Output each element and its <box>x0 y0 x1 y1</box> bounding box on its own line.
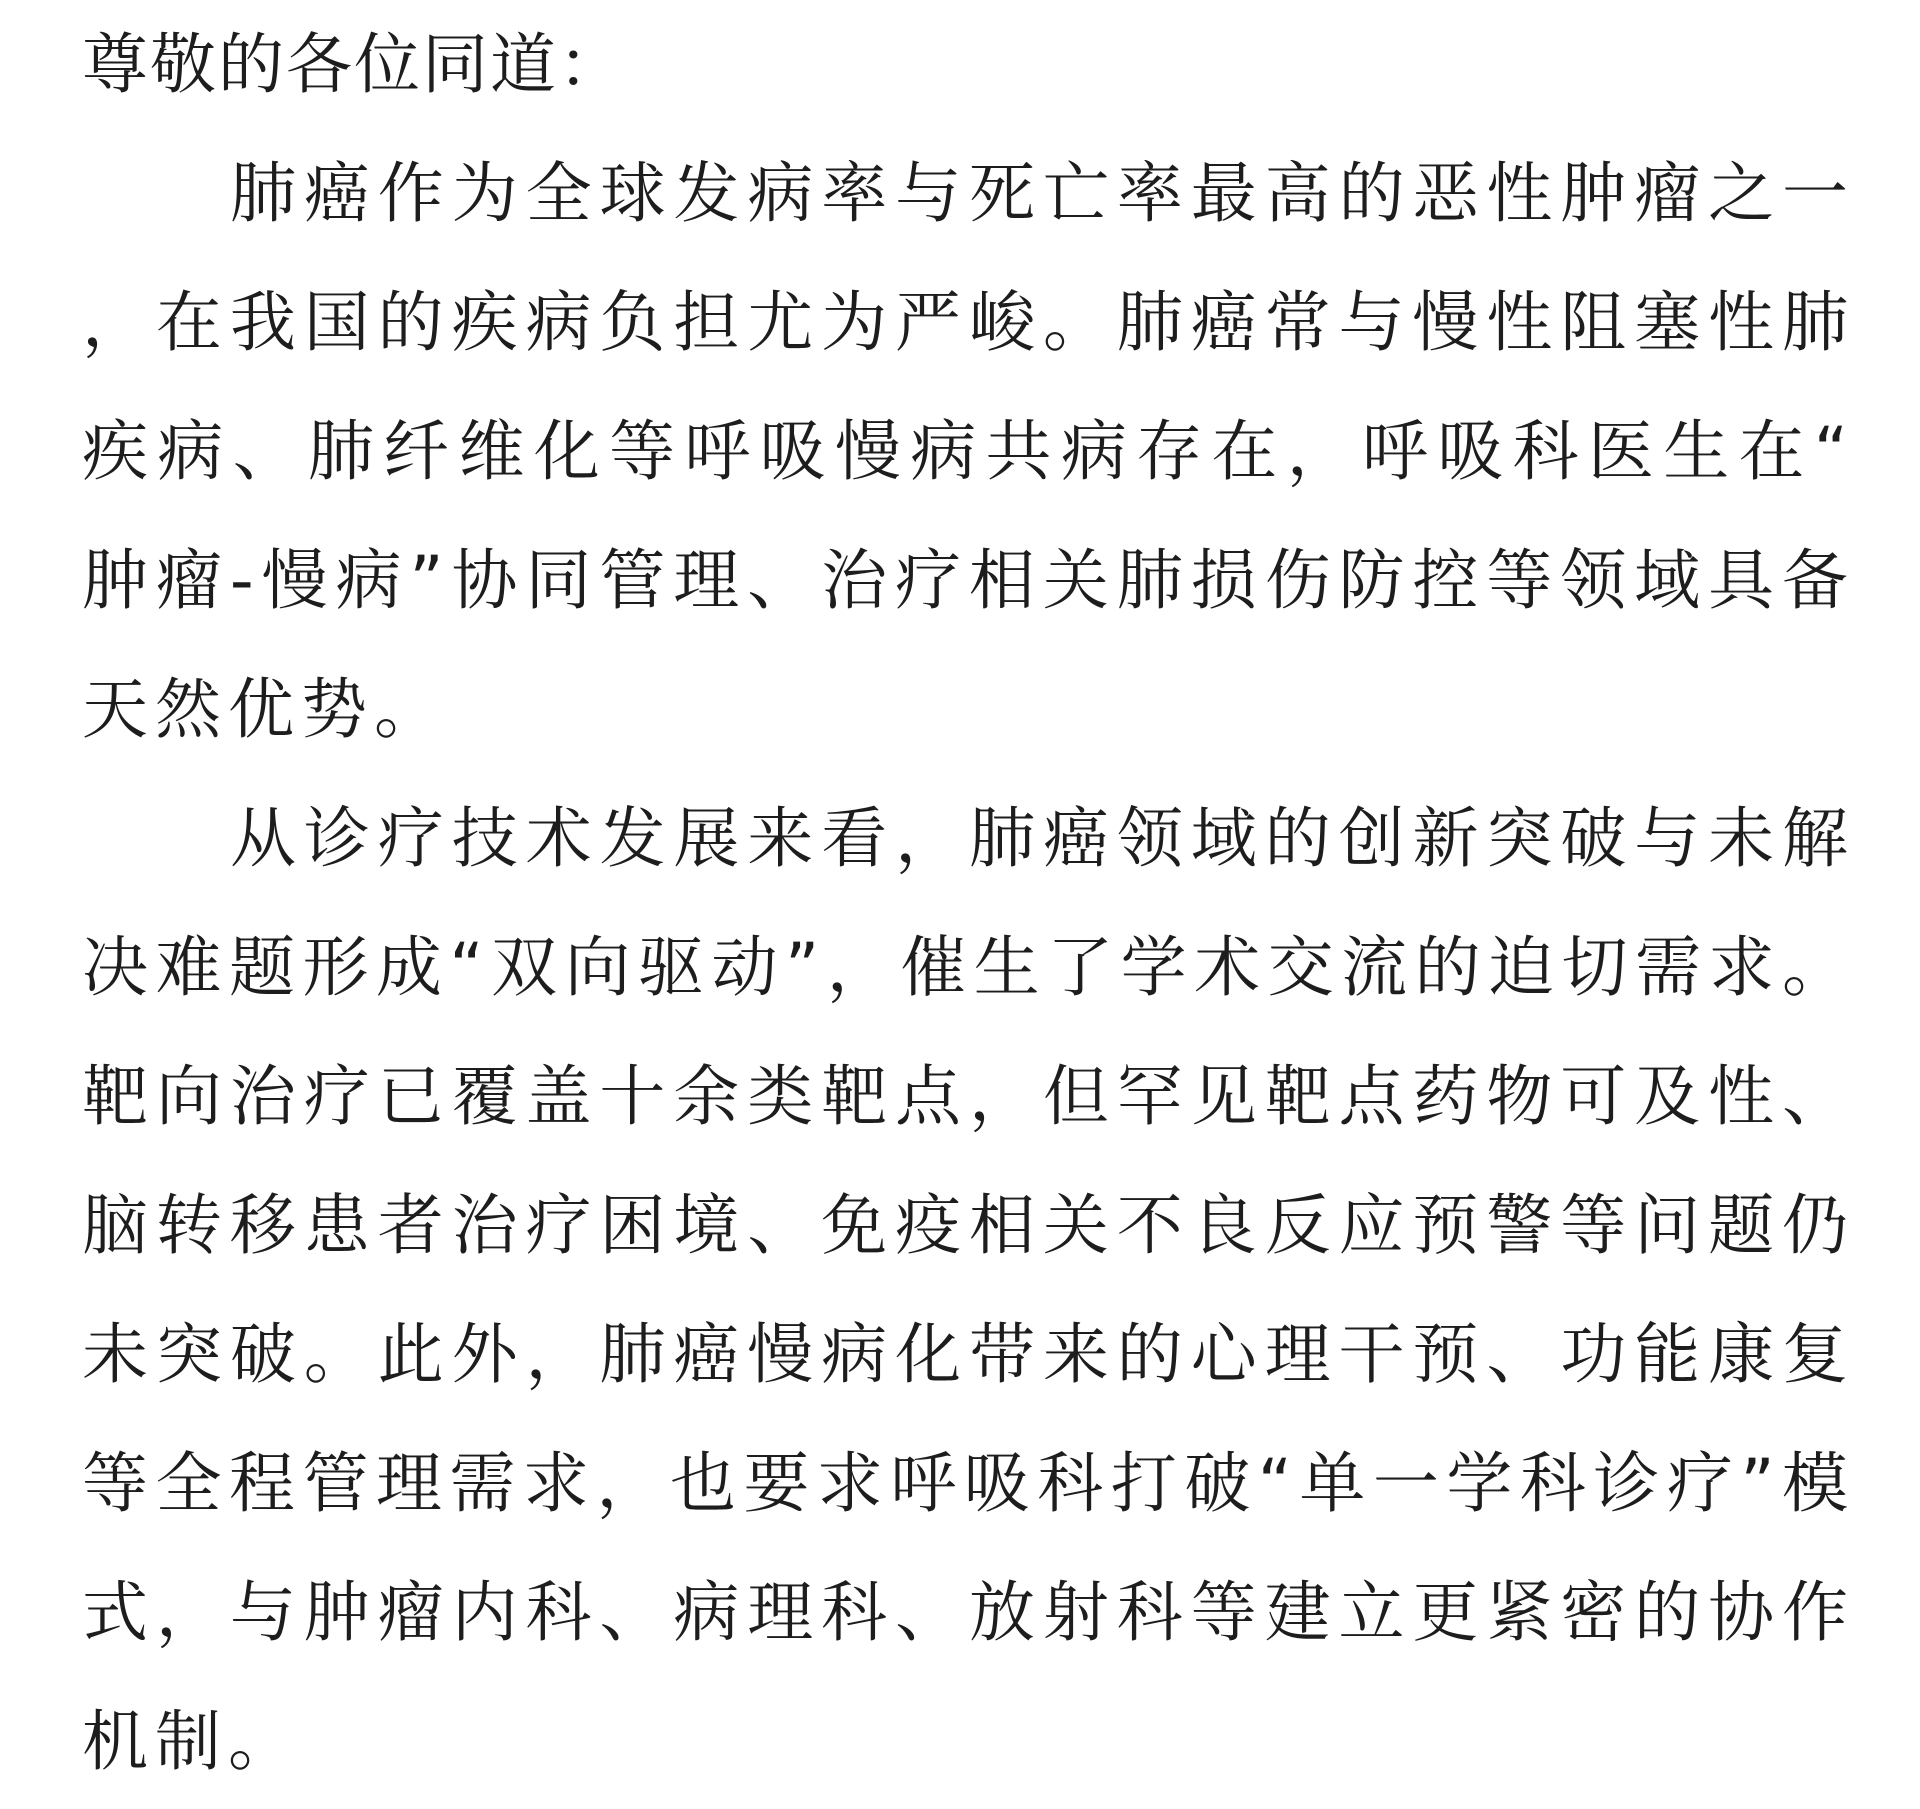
paragraph-diagnosis-treatment: 从诊疗技术发展来看，肺癌领域的创新突破与未解决难题形成“双向驱动”，催生了学术交流的迫切需求。靶向治疗已覆盖十余类靶点，但罕见靶点药物可及性、脑转移患者治疗困境、免疫相关不良反应预警等问题仍未突破。此外，肺癌慢病化带来的心理干预、功能康复等全程管理需求，也要求呼吸科打破“单一学科诊疗”模式，与肿瘤内科、病理科、放射科等建立更紧密的协作机制。 <box>82 800 1855 1780</box>
paragraph-lung-cancer-burden: 肺癌作为全球发病率与死亡率最高的恶性肿瘤之一，在我国的疾病负担尤为严峻。肺癌常与慢性阻塞性肺疾病、肺纤维化等呼吸慢病共病存在，呼吸科医生在“肿瘤-慢病”协同管理、治疗相关肺损伤防控等领域具备天然优势。 <box>82 155 1855 748</box>
letter-body <box>82 0 1855 1806</box>
greeting: 尊敬的各位同道： <box>82 26 626 103</box>
